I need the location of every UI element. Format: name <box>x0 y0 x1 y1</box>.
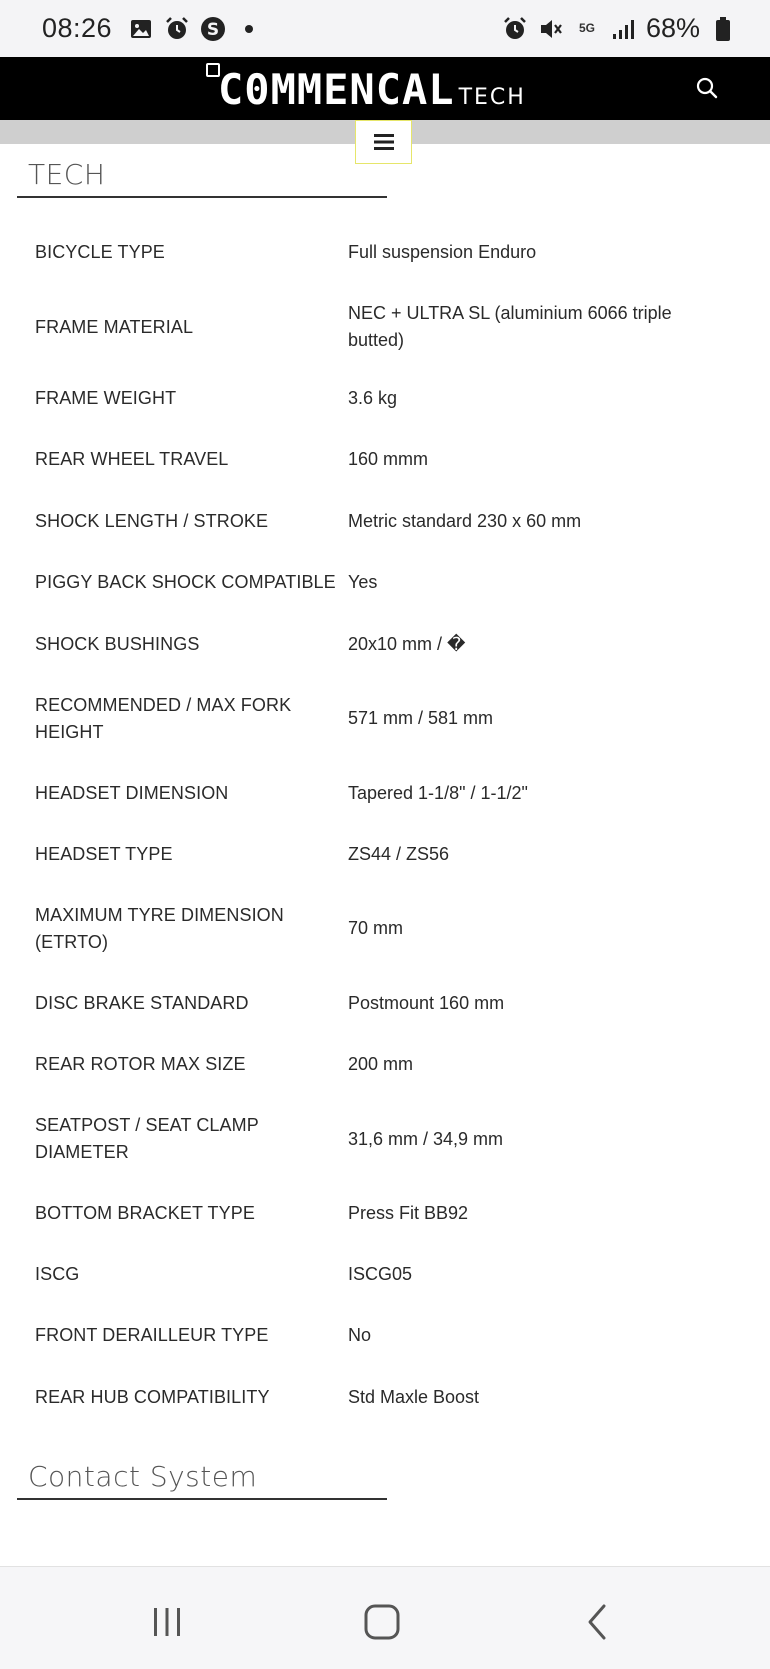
spec-value: Yes <box>348 572 378 592</box>
recent-apps-button[interactable] <box>137 1597 197 1647</box>
table-row <box>0 1034 770 1095</box>
status-bar-left <box>42 13 262 44</box>
table-row <box>0 1244 770 1305</box>
spec-value: No <box>348 1325 372 1345</box>
spec-label: BOTTOM BRACKET TYPE <box>35 1203 255 1223</box>
table-row <box>0 287 770 367</box>
recent-apps-icon <box>149 1604 185 1640</box>
system-navigation-bar <box>0 1566 770 1669</box>
spec-label: BICYCLE TYPE <box>35 241 165 262</box>
dot-icon <box>236 16 262 42</box>
status-bar <box>0 0 770 57</box>
logo-main-text: C0MMENCAL <box>218 65 455 114</box>
table-row <box>0 1305 770 1366</box>
back-icon <box>582 1602 614 1642</box>
table-row <box>0 824 770 885</box>
spec-value: 70 mm <box>348 918 404 938</box>
logo-mark-icon <box>206 63 220 77</box>
site-header <box>0 57 770 120</box>
5g-icon: 5G <box>578 21 595 35</box>
s-app-icon <box>200 16 226 42</box>
spec-label: HEADSET TYPE <box>35 844 173 864</box>
status-bar-right <box>502 13 736 44</box>
alarm-icon <box>164 16 190 42</box>
battery-percent: 68% <box>645 13 700 43</box>
table-row <box>0 762 770 824</box>
spec-label: MAXIMUM TYRE DIMENSION (ETRTO) <box>35 904 284 952</box>
spec-value: Full suspension Enduro <box>348 241 537 262</box>
table-row <box>0 1366 770 1428</box>
hamburger-icon <box>372 132 396 152</box>
table-row <box>0 490 770 552</box>
logo-sub-text: TECH <box>458 85 526 110</box>
spec-label: REAR WHEEL TRAVEL <box>35 449 229 469</box>
spec-label: PIGGY BACK SHOCK COMPATIBLE <box>35 572 336 592</box>
gallery-icon <box>128 16 154 42</box>
search-button[interactable] <box>690 71 724 105</box>
table-row <box>0 1095 770 1183</box>
svg-text:S: S <box>206 19 220 40</box>
table-row <box>0 885 770 972</box>
alarm-icon <box>502 16 528 42</box>
section-title-contact-system: Contact System <box>28 1460 258 1493</box>
table-row <box>0 429 770 490</box>
spec-value: 200 mm <box>348 1054 414 1074</box>
spec-label: REAR ROTOR MAX SIZE <box>35 1054 246 1074</box>
table-row <box>0 972 770 1034</box>
menu-button[interactable] <box>355 120 412 164</box>
spec-value: Postmount 160 mm <box>348 992 505 1013</box>
spec-value: ZS44 / ZS56 <box>348 844 450 864</box>
spec-value: Tapered 1-1/8" / 1-1/2" <box>348 782 528 803</box>
section-divider <box>17 196 387 198</box>
table-row <box>0 675 770 762</box>
section-title-tech: TECH <box>28 158 106 191</box>
home-icon <box>362 1602 402 1642</box>
table-row <box>0 367 770 429</box>
spec-label: REAR HUB COMPATIBILITY <box>35 1386 270 1407</box>
spec-label: DISC BRAKE STANDARD <box>35 992 249 1013</box>
signal-icon <box>610 16 636 42</box>
spec-label: FRONT DERAILLEUR TYPE <box>35 1325 269 1345</box>
spec-value: 160 mmm <box>348 449 429 469</box>
spec-label: FRAME MATERIAL <box>35 316 194 337</box>
spec-label: RECOMMENDED / MAX FORK HEIGHT <box>35 694 292 742</box>
site-logo[interactable] <box>218 63 526 113</box>
spec-value: 31,6 mm / 34,9 mm <box>348 1128 504 1149</box>
spec-label: HEADSET DIMENSION <box>35 782 229 803</box>
spec-value: Std Maxle Boost <box>348 1386 480 1407</box>
spec-value: ISCG05 <box>348 1264 413 1284</box>
spec-value: 571 mm / 581 mm <box>348 708 494 728</box>
spec-value: 3.6 kg <box>348 387 398 408</box>
spec-value: NEC + ULTRA SL (aluminium 6066 triple butted) <box>348 303 672 350</box>
spec-label: SHOCK BUSHINGS <box>35 633 200 654</box>
spec-label: FRAME WEIGHT <box>35 387 177 408</box>
spec-value: Metric standard 230 x 60 mm <box>348 510 582 531</box>
search-icon <box>695 76 719 100</box>
back-button[interactable] <box>568 1597 628 1647</box>
spec-value: 20x10 mm / � <box>348 633 466 654</box>
spec-label: SHOCK LENGTH / STROKE <box>35 510 269 531</box>
table-row <box>0 613 770 675</box>
spec-value: Press Fit BB92 <box>348 1203 469 1223</box>
spec-label: ISCG <box>35 1264 80 1284</box>
status-time: 08:26 <box>42 13 113 43</box>
mute-icon <box>538 16 564 42</box>
table-row <box>0 1183 770 1244</box>
table-row <box>0 217 770 287</box>
spec-table <box>0 217 770 1428</box>
table-row <box>0 552 770 613</box>
spec-label: SEATPOST / SEAT CLAMP DIAMETER <box>35 1115 259 1162</box>
battery-icon <box>710 16 736 42</box>
section-divider <box>17 1498 387 1500</box>
home-button[interactable] <box>352 1597 412 1647</box>
